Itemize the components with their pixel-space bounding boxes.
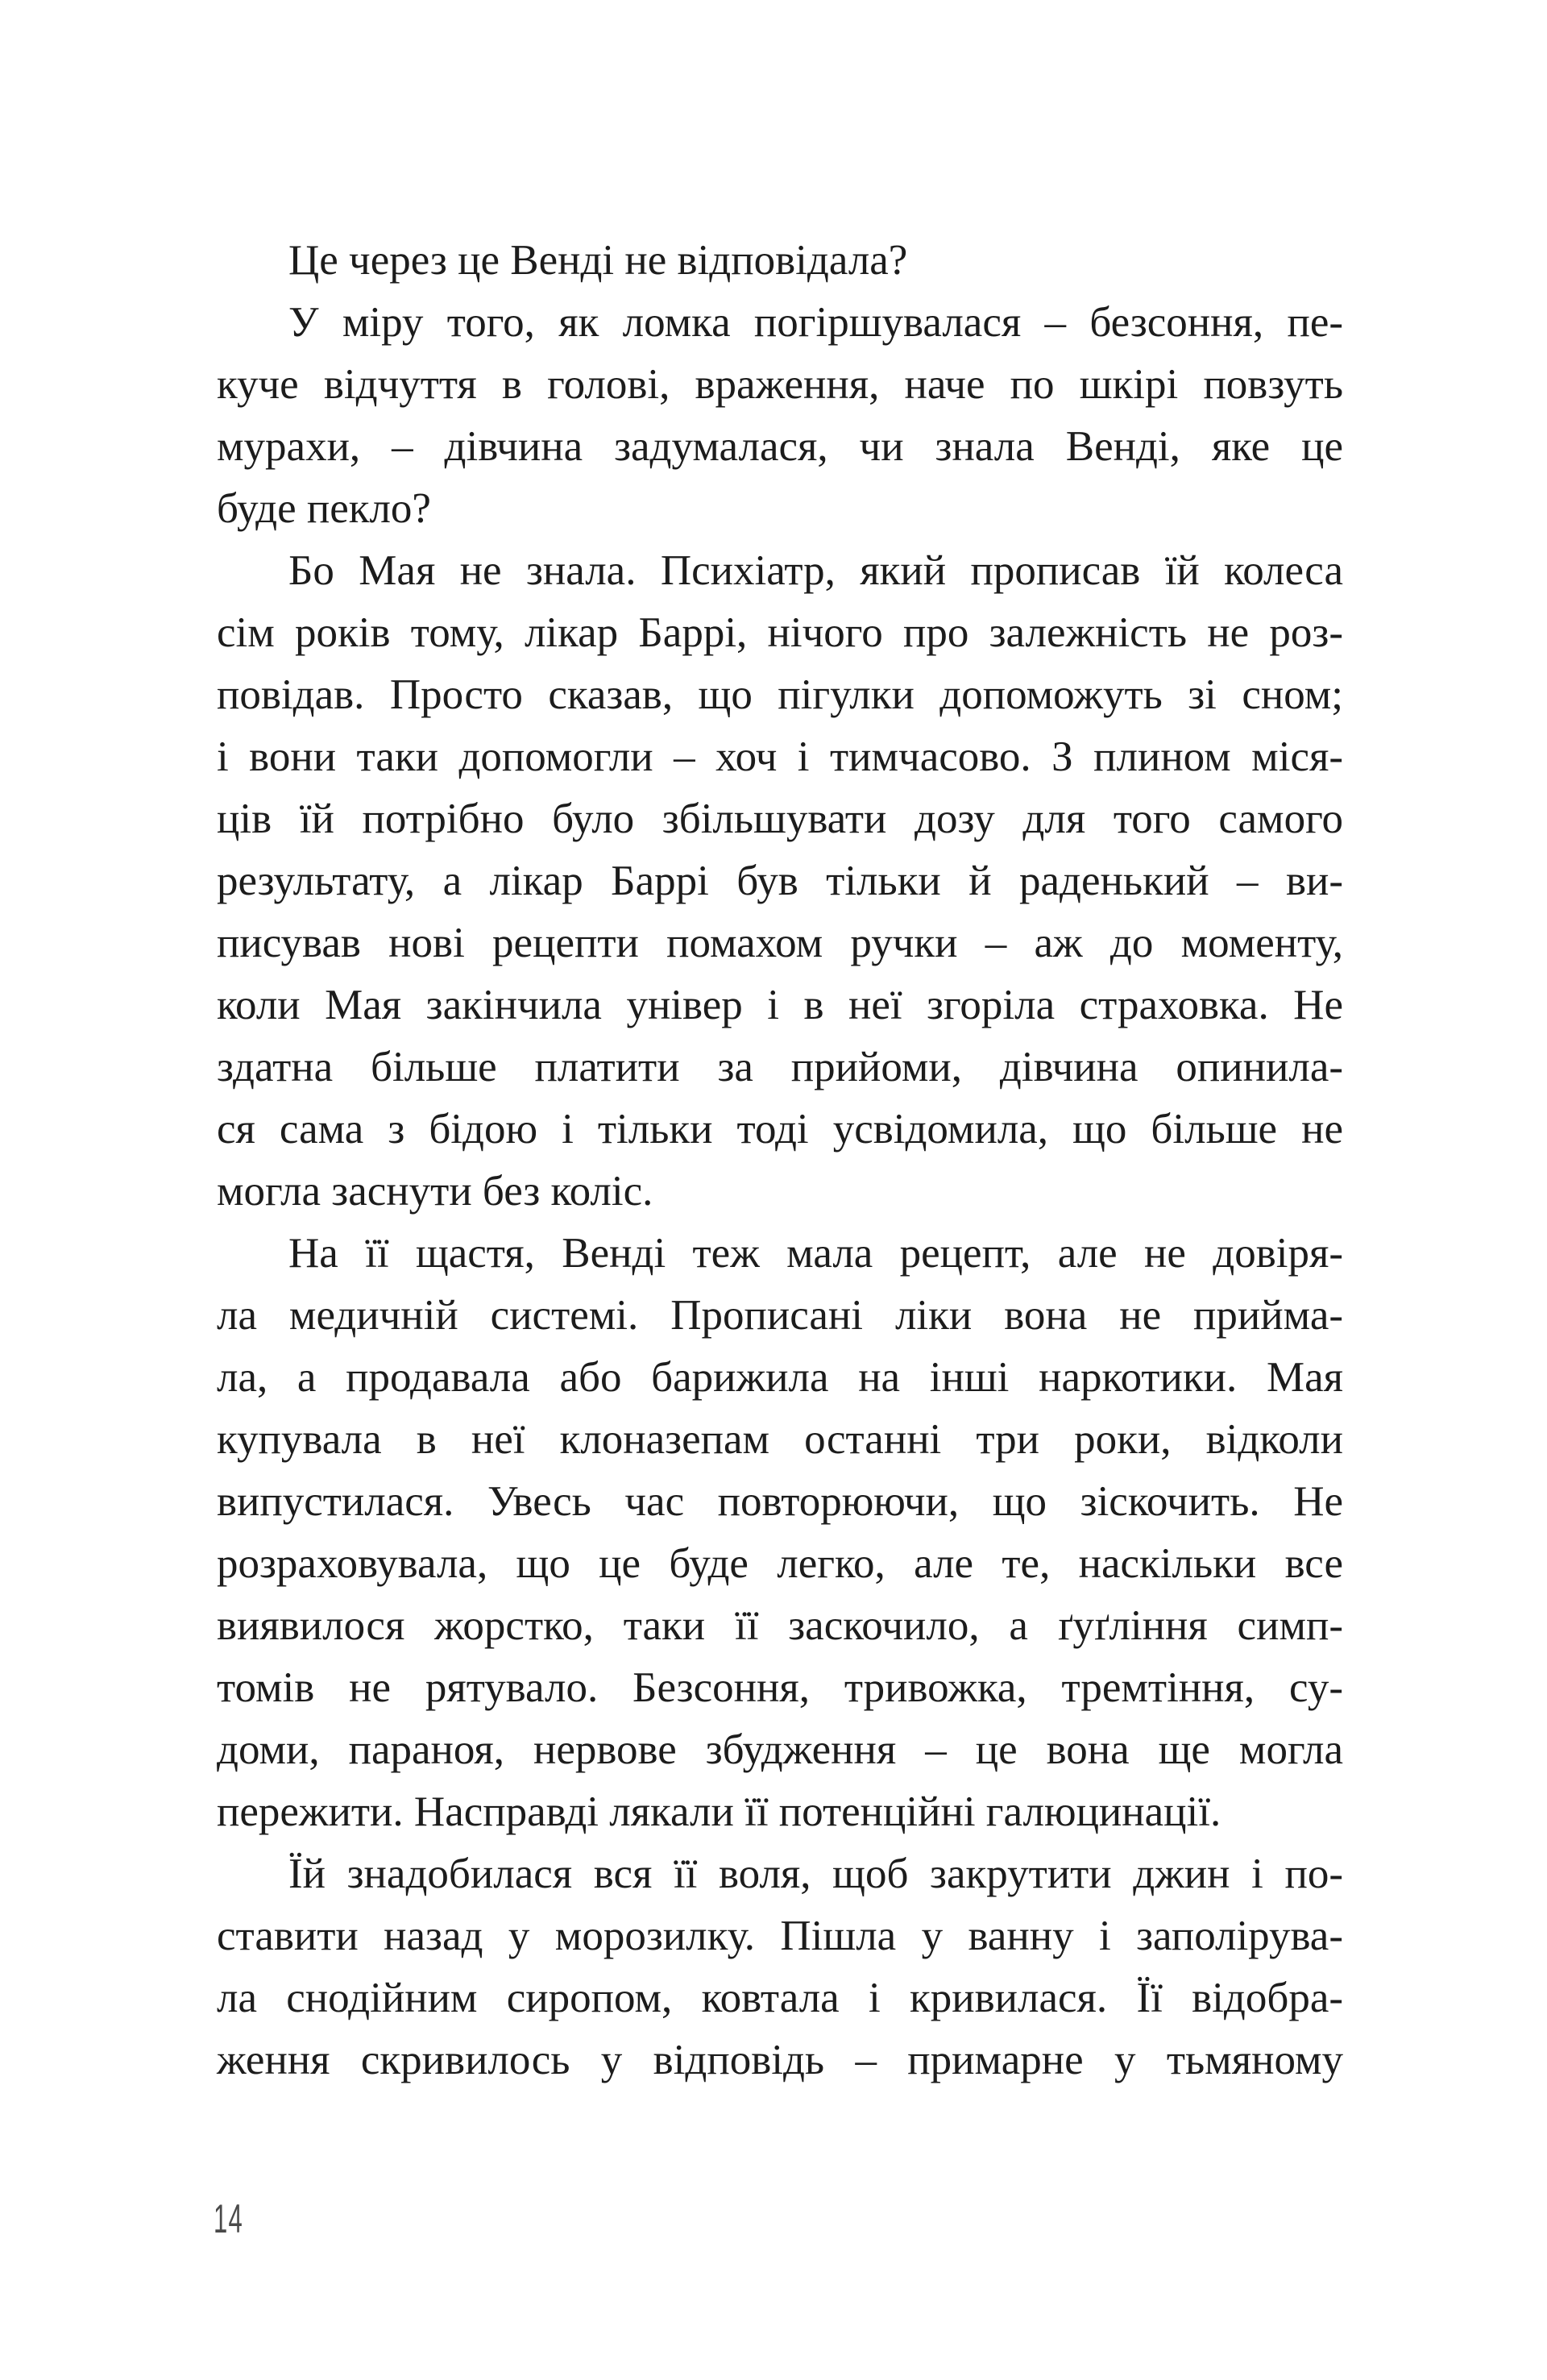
text-line: У міру того, як ломка погіршувалася – безсоння, пе-: [288, 299, 1343, 346]
text-line: Це через це Венді не відповідала?: [288, 237, 908, 284]
text-line: результату, а лікар Баррі був тільки й раденький – ви-: [217, 858, 1343, 904]
text-line: ставити назад у морозилку. Пішла у ванну і заполірува-: [217, 1913, 1343, 1959]
paragraph: [217, 230, 1343, 292]
text-line: коли Мая закінчила універ і в неї згоріла страховка. Не: [217, 982, 1343, 1028]
text-line: пережити. Насправді лякали її потенційні галюцинації.: [217, 1788, 1221, 1835]
text-line: ла медичній системі. Прописані ліки вона не прийма-: [217, 1292, 1343, 1339]
text-line: ців їй потрібно було збільшувати дозу для того самого: [217, 795, 1343, 842]
text-line: і вони таки допомогли – хоч і тимчасово. З плином міся-: [217, 733, 1343, 780]
text-line: виявилося жорстко, таки її заскочило, а ґуґління симп-: [217, 1602, 1343, 1649]
text-line: мурахи, – дівчина задумалася, чи знала Венді, яке це: [217, 423, 1343, 470]
paragraph: [217, 1223, 1343, 1843]
text-line: ла снодійним сиропом, ковтала і кривилася. Її відобра-: [217, 1975, 1343, 2021]
text-line: ся сама з бідою і тільки тоді усвідомила, що більше не: [217, 1106, 1343, 1153]
text-line: На її щастя, Венді теж мала рецепт, але не довіря-: [288, 1230, 1343, 1277]
paragraph: [217, 540, 1343, 1223]
text-line: Їй знадобилася вся її воля, щоб закрутити джин і по-: [288, 1850, 1343, 1897]
text-line: ла, а продавала або барижила на інші наркотики. Мая: [217, 1354, 1343, 1401]
text-line: могла заснути без коліс.: [217, 1168, 653, 1215]
text-line: здатна більше платити за прийоми, дівчина опинила-: [217, 1044, 1343, 1090]
text-line: купувала в неї клоназепам останні три роки, відколи: [217, 1416, 1343, 1463]
text-line: сім років тому, лікар Баррі, нічого про залежність не роз-: [217, 609, 1343, 656]
paragraph: [217, 292, 1343, 540]
text-line: томів не рятувало. Безсоння, тривожка, тремтіння, су-: [217, 1664, 1343, 1711]
text-line: Бо Мая не знала. Психіатр, який прописав їй колеса: [288, 547, 1343, 594]
text-line: випустилася. Увесь час повторюючи, що зіскочить. Не: [217, 1478, 1343, 1525]
text-line: буде пекло?: [217, 485, 431, 532]
text-line: писував нові рецепти помахом ручки – аж до моменту,: [217, 920, 1343, 966]
body-text: [217, 230, 1343, 2091]
paragraph: [217, 1843, 1343, 2091]
text-line: ження скривилось у відповідь – примарне у тьмяному: [217, 2037, 1343, 2083]
text-line: розраховувала, що це буде легко, але те, наскільки все: [217, 1540, 1343, 1587]
text-line: доми, параноя, нервове збудження – це вона ще могла: [217, 1726, 1343, 1773]
page-number: 14: [214, 2196, 243, 2241]
text-line: куче відчуття в голові, враження, наче по шкірі повзуть: [217, 361, 1343, 408]
text-line: повідав. Просто сказав, що пігулки допоможуть зі сном;: [217, 671, 1343, 718]
